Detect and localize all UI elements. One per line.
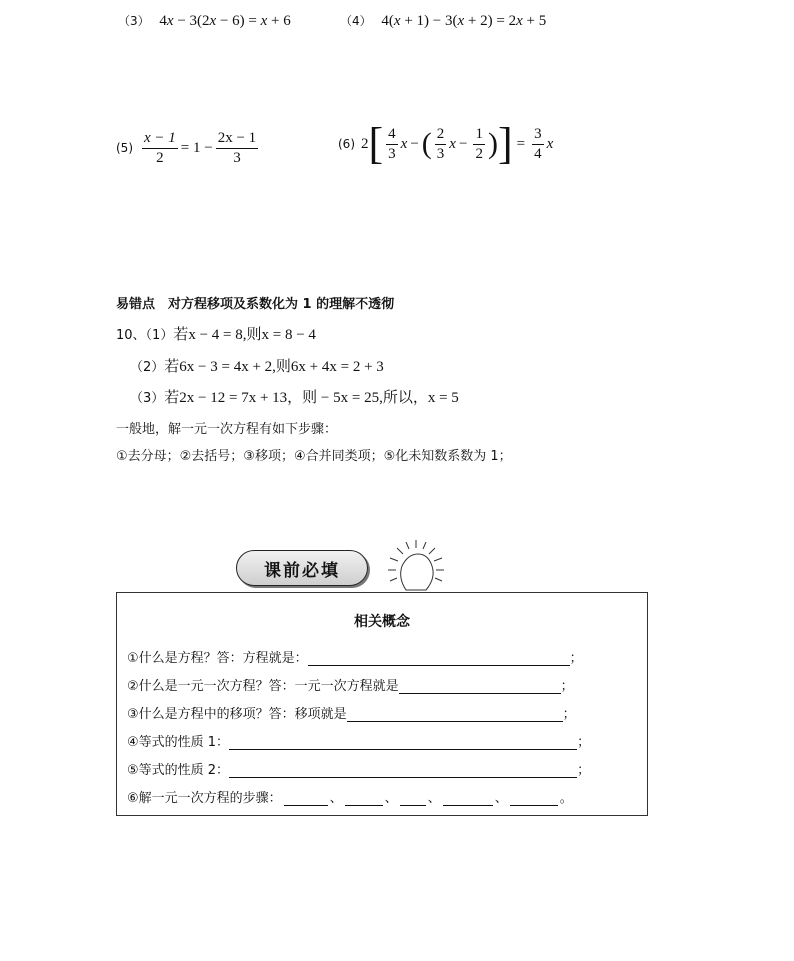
separator: 、 bbox=[329, 791, 343, 806]
fraction-denominator: 2 bbox=[475, 145, 483, 162]
fraction-denominator: 3 bbox=[388, 145, 396, 162]
question-number: （2） bbox=[130, 360, 165, 375]
fraction bbox=[216, 130, 258, 166]
answer-blank[interactable] bbox=[347, 707, 563, 722]
fraction bbox=[473, 126, 485, 162]
fraction-denominator: 4 bbox=[534, 145, 542, 162]
fraction-numerator: 3 bbox=[532, 126, 544, 145]
concept-row-3 bbox=[127, 703, 576, 722]
equals-sign: = bbox=[516, 135, 526, 152]
problem-3-term: 4 bbox=[159, 13, 167, 29]
step-blank[interactable] bbox=[510, 791, 558, 806]
variable-x: x bbox=[516, 13, 523, 29]
problem-3-term: + 6 bbox=[267, 13, 291, 29]
general-steps-intro: 一般地，解一元一次方程有如下步骤： bbox=[116, 422, 338, 437]
answer-blank[interactable] bbox=[229, 763, 577, 778]
concept-question: ①什么是方程？答：方程就是： bbox=[127, 651, 308, 666]
problem-6 bbox=[338, 119, 554, 168]
problem-3-number: （3） bbox=[118, 14, 150, 28]
fraction-numerator: x − 1 bbox=[142, 130, 178, 149]
step-blank[interactable] bbox=[400, 791, 426, 806]
question-number: 10、（1） bbox=[116, 328, 174, 343]
semicolon: ； bbox=[560, 679, 574, 694]
fraction bbox=[435, 126, 447, 162]
question-number: （3） bbox=[130, 391, 165, 406]
fraction bbox=[142, 130, 178, 166]
concept-question: ③什么是方程中的移项？答：移项就是 bbox=[127, 707, 347, 722]
concepts-title: 相关概念 bbox=[354, 614, 410, 630]
fraction-numerator: 4 bbox=[386, 126, 398, 145]
problem-3-term: − 6) = bbox=[216, 13, 261, 29]
problem-4-term: + 1) − 3( bbox=[400, 13, 458, 29]
variable-x: x bbox=[166, 13, 174, 29]
question-10-part-2 bbox=[130, 355, 384, 376]
concept-question: ④等式的性质 1： bbox=[127, 735, 230, 750]
steps-list: ①去分母；②去括号；③移项；④合并同类项；⑤化未知数系数为 1； bbox=[116, 449, 512, 464]
problem-4-term: + 2) = 2 bbox=[464, 13, 517, 29]
light-bulb-icon bbox=[384, 538, 448, 594]
concept-row-4 bbox=[127, 731, 590, 750]
variable-x: x bbox=[393, 13, 401, 29]
problem-4 bbox=[340, 12, 546, 30]
fraction bbox=[386, 126, 398, 162]
concept-row-2 bbox=[127, 675, 574, 694]
concept-question: ⑥解一元一次方程的步骤： bbox=[127, 791, 282, 806]
pre-class-badge: 课前必填 bbox=[236, 550, 368, 586]
variable-x: x bbox=[449, 135, 456, 152]
concept-row-6 bbox=[127, 787, 573, 806]
period: 。 bbox=[559, 791, 573, 806]
variable-x: x bbox=[457, 13, 465, 29]
problem-6-number: (6) bbox=[338, 137, 355, 151]
separator: 、 bbox=[427, 791, 441, 806]
separator: 、 bbox=[384, 791, 398, 806]
variable-x: x bbox=[260, 13, 268, 29]
fraction-numerator: 2 bbox=[435, 126, 447, 145]
variable-x: x bbox=[400, 135, 408, 152]
variable-x: x bbox=[209, 13, 217, 29]
concept-row-1 bbox=[127, 647, 583, 666]
concepts-box bbox=[116, 592, 648, 816]
problem-4-term: + 5 bbox=[522, 13, 547, 29]
error-prone-heading: 易错点 对方程移项及系数化为 1 的理解不透彻 bbox=[116, 297, 395, 312]
problem-4-term: 4( bbox=[381, 13, 394, 29]
right-paren: ) bbox=[487, 127, 498, 160]
problem-4-number: （4） bbox=[340, 14, 372, 28]
problem-6-term: 2 bbox=[361, 135, 369, 152]
concept-question: ⑤等式的性质 2： bbox=[127, 763, 230, 778]
fraction-denominator: 2 bbox=[156, 149, 164, 166]
fraction-numerator: 2x − 1 bbox=[216, 130, 258, 149]
answer-blank[interactable] bbox=[229, 735, 577, 750]
question-10-part-1 bbox=[116, 323, 316, 344]
question-text: 若x − 4 = 8,则x = 8 − 4 bbox=[173, 327, 316, 343]
problem-5 bbox=[116, 130, 261, 166]
answer-blank[interactable] bbox=[308, 651, 570, 666]
semicolon: ； bbox=[577, 763, 591, 778]
semicolon: ； bbox=[577, 735, 591, 750]
problem-5-number: (5) bbox=[116, 141, 133, 155]
problem-3-term: − 3(2 bbox=[173, 13, 210, 29]
fraction-denominator: 3 bbox=[233, 149, 241, 166]
fraction-denominator: 3 bbox=[436, 145, 445, 162]
minus-sign: − bbox=[458, 135, 468, 152]
fraction bbox=[532, 126, 544, 162]
problem-5-term: = 1 − bbox=[180, 139, 213, 156]
semicolon: ； bbox=[562, 707, 576, 722]
question-text: 若2x − 12 = 7x + 13，则 − 5x = 25,所以，x = 5 bbox=[164, 390, 459, 406]
step-blank[interactable] bbox=[345, 791, 383, 806]
left-paren: ( bbox=[421, 127, 432, 160]
left-bracket: [ bbox=[368, 119, 384, 168]
separator: 、 bbox=[494, 791, 508, 806]
fraction-numerator: 1 bbox=[473, 126, 485, 145]
concept-row-5 bbox=[127, 759, 590, 778]
variable-x: x bbox=[546, 135, 554, 152]
answer-blank[interactable] bbox=[399, 679, 561, 694]
right-bracket: ] bbox=[497, 119, 513, 168]
step-blank[interactable] bbox=[443, 791, 493, 806]
question-10-part-3 bbox=[130, 386, 459, 407]
problem-3 bbox=[118, 12, 291, 30]
step-blank[interactable] bbox=[284, 791, 328, 806]
question-text: 若6x − 3 = 4x + 2,则6x + 4x = 2 + 3 bbox=[164, 359, 384, 375]
concept-question: ②什么是一元一次方程？答：一元一次方程就是 bbox=[127, 679, 399, 694]
minus-sign: − bbox=[410, 135, 419, 152]
semicolon: ； bbox=[569, 651, 583, 666]
